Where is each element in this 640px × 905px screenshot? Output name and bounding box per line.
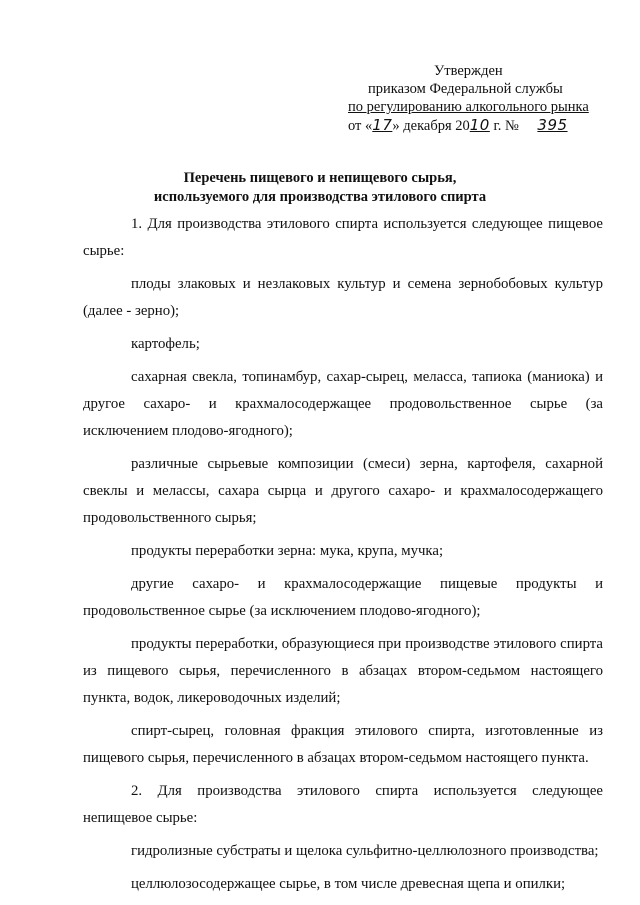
handwritten-day: 17 xyxy=(372,116,393,134)
paragraph: продукты переработки, образующиеся при производстве этилового спирта из пищевого сырья, перечисленного в абзацах втором-седьмом настоящего пункта, водок, ликероводочных изделий; xyxy=(83,636,603,706)
paragraph: 2. Для производства этилового спирта используется следующее непищевое сырье: xyxy=(83,783,603,826)
document-title-line-2: используемого для производства этилового спирта xyxy=(153,189,487,205)
paragraph: целлюлозосодержащее сырье, в том числе древесная щепа и опилки; xyxy=(131,876,566,892)
date-month: » декабря 20 xyxy=(392,118,470,134)
paragraph: другие сахаро- и крахмалосодержащие пищевые продукты и продовольственное сырье (за исключением плодово-ягодного); xyxy=(83,576,603,619)
paragraph: продукты переработки зерна: мука, крупа, мучка; xyxy=(131,543,444,559)
handwritten-order-number: 395 xyxy=(537,116,568,134)
paragraph: спирт-сырец, головная фракция этилового спирта, изготовленные из пищевого сырья, перечисленного в абзацах втором-седьмом настоящего пункта. xyxy=(83,723,603,766)
approval-heading: Утвержден xyxy=(434,63,503,79)
paragraph: гидролизные субстраты и щелока сульфитно-целлюлозного производства; xyxy=(131,843,599,859)
approval-date-line xyxy=(330,116,610,135)
document-title-line-1: Перечень пищевого и непищевого сырья, xyxy=(183,170,457,186)
approval-order-line: приказом Федеральной службы xyxy=(368,81,563,97)
date-suffix: г. № xyxy=(489,118,519,134)
approval-agency-line: по регулированию алкогольного рынка xyxy=(348,99,589,115)
handwritten-year: 10 xyxy=(469,116,490,134)
paragraph: картофель; xyxy=(131,336,200,352)
document-body xyxy=(83,211,603,898)
approval-block xyxy=(330,62,610,135)
paragraph: различные сырьевые композиции (смеси) зерна, картофеля, сахарной свеклы и мелассы, сахара сырца и другого сахаро- и крахмалосодержащего продовольственного сырья; xyxy=(83,456,603,526)
paragraph: сахарная свекла, топинамбур, сахар-сырец, меласса, тапиока (маниока) и другое сахаро- и крахмалосодержащее продовольственное сырье (за исключением плодово-ягодного); xyxy=(83,369,603,439)
date-prefix: от « xyxy=(348,118,373,134)
paragraph: 1. Для производства этилового спирта используется следующее пищевое сырье: xyxy=(83,216,603,259)
paragraph: плоды злаковых и незлаковых культур и семена зернобобовых культур (далее - зерно); xyxy=(83,276,603,319)
